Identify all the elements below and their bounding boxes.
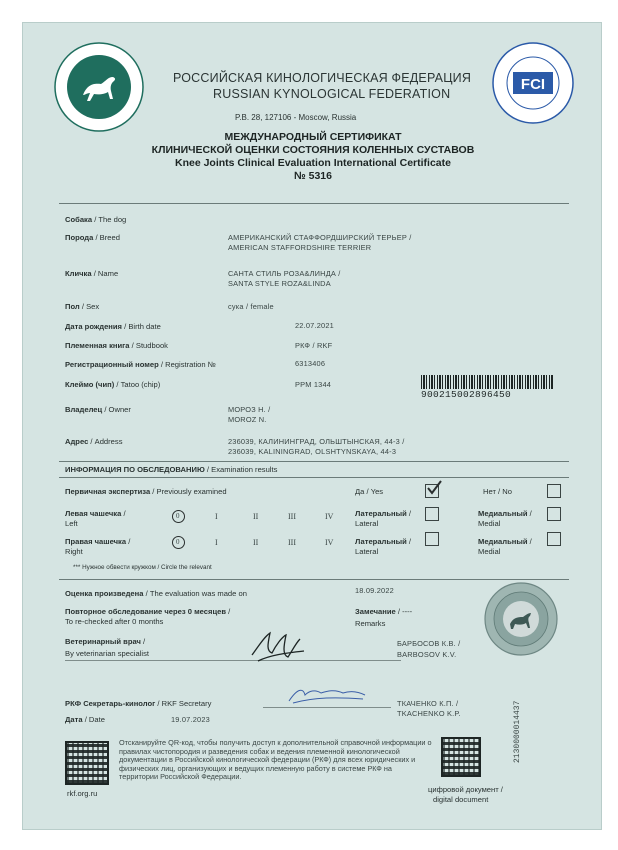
- name-value-ru: САНТА СТИЛЬ РОЗА&ЛИНДА /: [228, 269, 341, 278]
- qr-info-text: Отсканируйте QR-код, чтобы получить доступ к дополнительной справочной информации о правилах чистопородия и разведения собак и ведения племенной кинологической документации в Российской кинологической федерации (РКФ) для всех юридических и физических лиц, организующих и ведущих племенную работу в системе РКФ на территории Российской Федерации.: [119, 738, 432, 782]
- vet-label-en: By veterinarian specialist: [65, 649, 149, 658]
- breed-label: Порода / Breed: [65, 233, 120, 242]
- evaluation-date: 18.09.2022: [355, 586, 394, 595]
- right-medial-label: Медиальный /: [478, 537, 532, 546]
- check-mark-icon: [426, 480, 442, 501]
- right-patella-label-en: Right: [65, 547, 83, 556]
- recheck-label: Повторное обследование через 0 месяцев /: [65, 607, 231, 616]
- digital-document-label: цифровой документ /: [428, 785, 503, 794]
- evaluation-label: Оценка произведена / The evaluation was made on: [65, 589, 247, 598]
- left-lateral-label: Латеральный /: [355, 509, 412, 518]
- prev-exam-label: Первичная экспертиза / Previously examined: [65, 487, 227, 496]
- vet-signature: [248, 625, 308, 672]
- right-grade-2: II: [253, 538, 259, 547]
- barcode: [421, 375, 553, 389]
- site-link[interactable]: rkf.org.ru: [67, 789, 98, 798]
- header-title-en: RUSSIAN KYNOLOGICAL FEDERATION: [213, 87, 451, 101]
- vet-signature-line: [65, 660, 401, 661]
- digital-document-label-en: digital document: [433, 795, 489, 804]
- remarks-label-en: Remarks: [355, 619, 386, 628]
- breed-value-ru: АМЕРИКАНСКИЙ СТАФФОРДШИРСКИЙ ТЕРЬЕР /: [228, 233, 412, 242]
- right-medial-checkbox[interactable]: [547, 532, 561, 546]
- left-patella-label-en: Left: [65, 519, 78, 528]
- owner-value-ru: МОРОЗ Н. /: [228, 405, 271, 414]
- secretary-name-en: TKACHENKO K.P.: [397, 709, 461, 718]
- no-checkbox[interactable]: [547, 484, 561, 498]
- exam-heading: ИНФОРМАЦИЯ ПО ОБСЛЕДОВАНИЮ / Examination results: [65, 465, 278, 474]
- side-serial-number: 2130000014437: [513, 700, 522, 763]
- divider-top: [59, 203, 569, 204]
- name-label: Кличка / Name: [65, 269, 119, 278]
- svg-text:FCI: FCI: [520, 76, 546, 93]
- owner-value-en: MOROZ N.: [228, 415, 267, 424]
- left-medial-checkbox[interactable]: [547, 507, 561, 521]
- vet-name-en: BARBOSOV K.V.: [397, 650, 457, 659]
- name-value-en: SANTA STYLE ROZA&LINDA: [228, 279, 331, 288]
- right-grade-0: 0: [176, 538, 180, 546]
- left-lateral-label-en: Lateral: [355, 519, 379, 528]
- dog-label: Собака / The dog: [65, 215, 127, 224]
- left-grade-4: IV: [325, 512, 334, 521]
- left-medial-label-en: Medial: [478, 519, 501, 528]
- header-address: P.B. 28, 127106 - Moscow, Russia: [235, 113, 357, 122]
- certificate-number: № 5316: [294, 170, 332, 182]
- left-grade-0: 0: [176, 512, 180, 520]
- qr-code-left[interactable]: [65, 741, 109, 785]
- right-lateral-checkbox[interactable]: [425, 532, 439, 546]
- date-label: Дата / Date: [65, 715, 105, 724]
- right-lateral-label: Латеральный /: [355, 537, 412, 546]
- date-value: 19.07.2023: [171, 715, 210, 724]
- left-medial-label: Медиальный /: [478, 509, 532, 518]
- left-grade-2: II: [253, 512, 259, 521]
- divider-exam-2: [59, 477, 569, 478]
- chip-value: PPM 1344: [295, 380, 332, 389]
- certificate-title-ru-2: КЛИНИЧЕСКОЙ ОЦЕНКИ СОСТОЯНИЯ КОЛЕННЫХ СУСТАВОВ: [151, 144, 475, 156]
- divider-eval: [59, 579, 569, 580]
- no-label: Нет / No: [483, 487, 512, 496]
- studbook-value: РКФ / RKF: [295, 341, 333, 350]
- circle-note: *** Нужное обвести кружком / Circle the relevant: [73, 564, 212, 571]
- divider-exam: [59, 461, 569, 462]
- address-value-en: 236039, KALININGRAD, OLSHTYNSKAYA, 44-3: [228, 447, 397, 456]
- remarks-label: Замечание / ----: [355, 607, 413, 616]
- recheck-label-en: To re-checked after 0 months: [65, 617, 164, 626]
- right-grade-1: I: [215, 538, 218, 547]
- certificate-title: [83, 131, 543, 182]
- fci-logo: [491, 41, 575, 125]
- barcode-number: 900215002896450: [421, 389, 512, 400]
- left-grade-3: III: [288, 512, 296, 521]
- chip-label: Клеймо (чип) / Tatoo (chip): [65, 380, 161, 389]
- address-label: Адрес / Address: [65, 437, 123, 446]
- yes-label: Да / Yes: [355, 487, 384, 496]
- left-patella-label: Левая чашечка /: [65, 509, 126, 518]
- sex-label: Пол / Sex: [65, 302, 100, 311]
- secretary-signature: [287, 683, 367, 712]
- left-grade-1: I: [215, 512, 218, 521]
- right-grade-4: IV: [325, 538, 334, 547]
- right-lateral-label-en: Lateral: [355, 547, 379, 556]
- certificate-title-ru-1: МЕЖДУНАРОДНЫЙ СЕРТИФИКАТ: [224, 131, 402, 143]
- rkf-logo: [53, 41, 145, 133]
- right-medial-label-en: Medial: [478, 547, 501, 556]
- secretary-name-ru: ТКАЧЕНКО К.П. /: [397, 699, 459, 708]
- sex-value: сука / female: [228, 302, 274, 311]
- header-title-ru: РОССИЙСКАЯ КИНОЛОГИЧЕСКАЯ ФЕДЕРАЦИЯ: [173, 71, 472, 85]
- dob-label: Дата рождения / Birth date: [65, 322, 161, 331]
- address-value-ru: 236039, КАЛИНИНГРАД, ОЛЬШТЫНСКАЯ, 44-3 /: [228, 437, 405, 446]
- certificate-title-en: Knee Joints Clinical Evaluation International Certificate: [175, 157, 451, 169]
- secretary-label: РКФ Секретарь-кинолог / RKF Secretary: [65, 699, 212, 708]
- right-grade-3: III: [288, 538, 296, 547]
- right-patella-label: Правая чашечка /: [65, 537, 131, 546]
- registration-label: Регистрационный номер / Registration №: [65, 360, 216, 369]
- vet-name-ru: БАРБОСОВ К.В. /: [397, 639, 461, 648]
- breed-value-en: AMERICAN STAFFORDSHIRE TERRIER: [228, 243, 372, 252]
- certificate-page: [22, 22, 602, 830]
- studbook-label: Племенная книга / Studbook: [65, 341, 168, 350]
- qr-code-right[interactable]: [441, 737, 481, 777]
- vet-label: Ветеринарный врач /: [65, 637, 146, 646]
- registration-value: 6313406: [295, 359, 326, 368]
- dob-value: 22.07.2021: [295, 321, 334, 330]
- left-lateral-checkbox[interactable]: [425, 507, 439, 521]
- owner-label: Владелец / Owner: [65, 405, 131, 414]
